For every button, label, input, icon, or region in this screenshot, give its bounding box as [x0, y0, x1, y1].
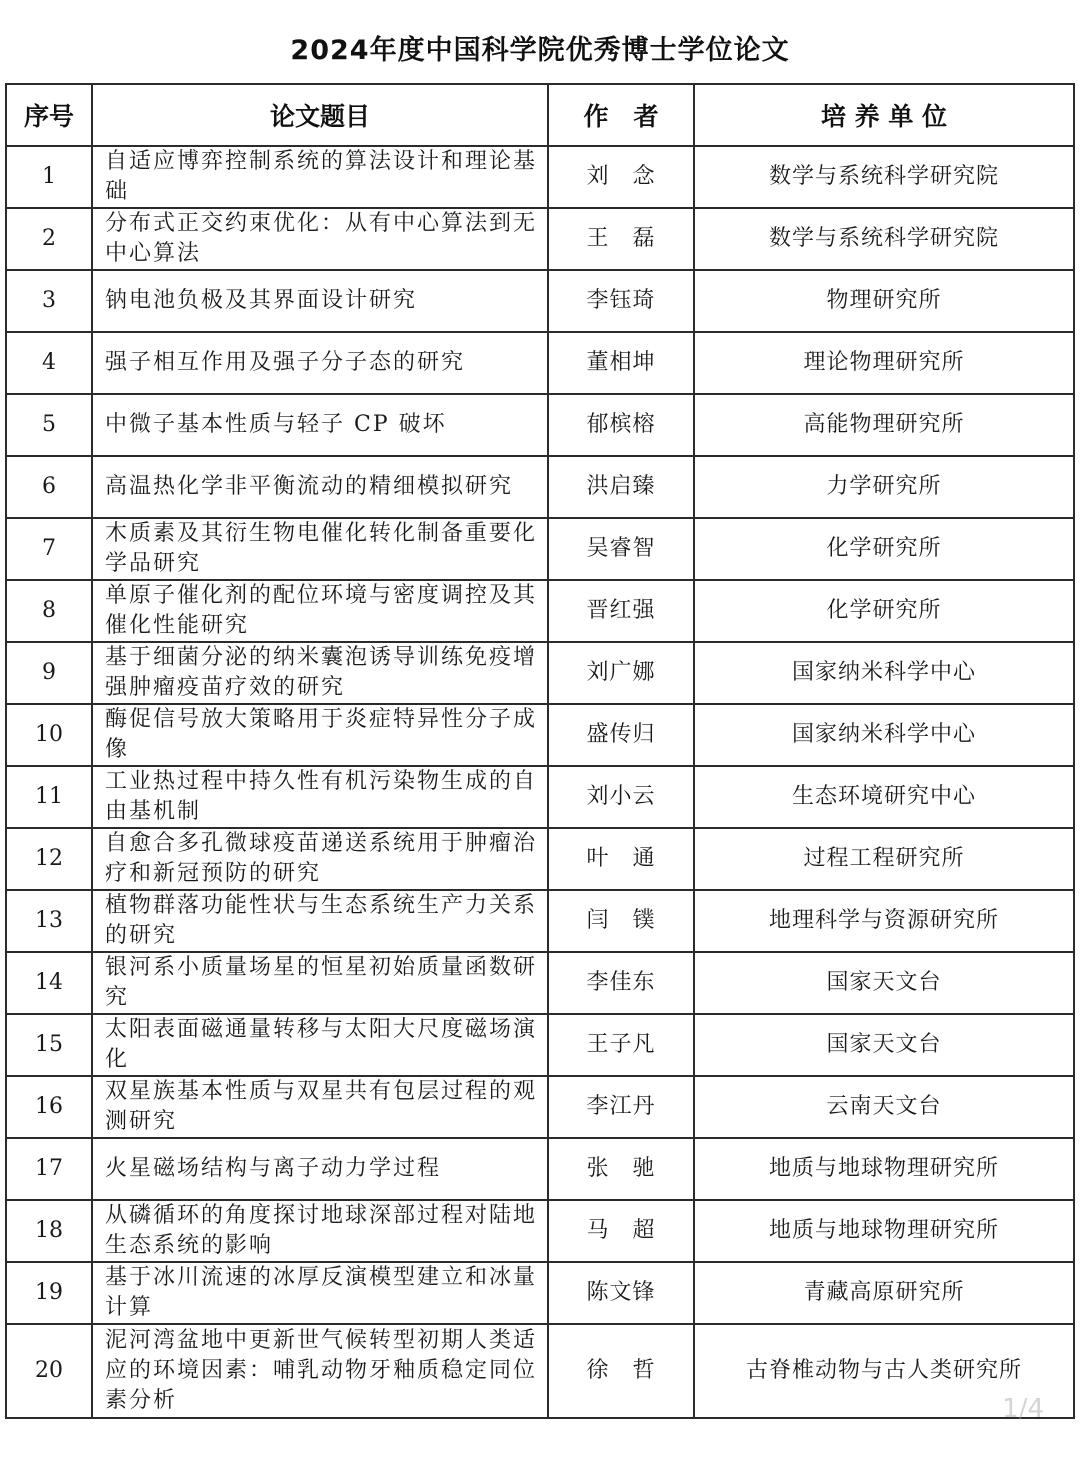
table-row: [6, 580, 1074, 642]
row-training-unit: 青藏高原研究所: [694, 1262, 1074, 1324]
row-training-unit: 地质与地球物理研究所: [694, 1200, 1074, 1262]
row-author: 叶 通: [548, 828, 694, 890]
table-row: [6, 518, 1074, 580]
row-training-unit: 理论物理研究所: [694, 332, 1074, 394]
row-author: 李江丹: [548, 1076, 694, 1138]
row-training-unit: 云南天文台: [694, 1076, 1074, 1138]
row-thesis-title: 中微子基本性质与轻子 CP 破坏: [92, 394, 548, 456]
table-header-row: [6, 84, 1074, 146]
row-training-unit: 生态环境研究中心: [694, 766, 1074, 828]
table-row: [6, 704, 1074, 766]
row-author: 董相坤: [548, 332, 694, 394]
row-training-unit: 数学与系统科学研究院: [694, 146, 1074, 208]
row-number: 10: [6, 704, 92, 766]
row-number: 15: [6, 1014, 92, 1076]
table-row: [6, 890, 1074, 952]
row-number: 14: [6, 952, 92, 1014]
row-thesis-title: 植物群落功能性状与生态系统生产力关系的研究: [92, 890, 548, 952]
header-author: 作 者: [548, 84, 694, 146]
table-body: [6, 146, 1074, 1418]
row-number: 6: [6, 456, 92, 518]
row-number: 9: [6, 642, 92, 704]
row-training-unit: 物理研究所: [694, 270, 1074, 332]
row-training-unit: 国家天文台: [694, 952, 1074, 1014]
table-row: [6, 270, 1074, 332]
row-training-unit: 古脊椎动物与古人类研究所: [694, 1324, 1074, 1418]
table-row: [6, 332, 1074, 394]
header-unit: 培 养 单 位: [694, 84, 1074, 146]
table-row: [6, 1014, 1074, 1076]
row-thesis-title: 从磷循环的角度探讨地球深部过程对陆地生态系统的影响: [92, 1200, 548, 1262]
row-training-unit: 过程工程研究所: [694, 828, 1074, 890]
row-thesis-title: 钠电池负极及其界面设计研究: [92, 270, 548, 332]
row-thesis-title: 自适应博弈控制系统的算法设计和理论基础: [92, 146, 548, 208]
row-number: 11: [6, 766, 92, 828]
table-row: [6, 1200, 1074, 1262]
row-training-unit: 地理科学与资源研究所: [694, 890, 1074, 952]
row-author: 盛传归: [548, 704, 694, 766]
row-author: 刘小云: [548, 766, 694, 828]
row-number: 17: [6, 1138, 92, 1200]
row-training-unit: 国家纳米科学中心: [694, 642, 1074, 704]
row-number: 8: [6, 580, 92, 642]
row-number: 13: [6, 890, 92, 952]
row-thesis-title: 基于细菌分泌的纳米囊泡诱导训练免疫增强肿瘤疫苗疗效的研究: [92, 642, 548, 704]
row-thesis-title: 木质素及其衍生物电催化转化制备重要化学品研究: [92, 518, 548, 580]
row-thesis-title: 单原子催化剂的配位环境与密度调控及其催化性能研究: [92, 580, 548, 642]
table-row: [6, 1324, 1074, 1418]
row-thesis-title: 银河系小质量场星的恒星初始质量函数研究: [92, 952, 548, 1014]
row-number: 20: [6, 1324, 92, 1418]
row-thesis-title: 强子相互作用及强子分子态的研究: [92, 332, 548, 394]
page-title: 2024年度中国科学院优秀博士学位论文: [290, 35, 790, 66]
table-row: [6, 766, 1074, 828]
row-author: 刘 念: [548, 146, 694, 208]
table-row: [6, 952, 1074, 1014]
table-row: [6, 456, 1074, 518]
header-title: 论文题目: [92, 84, 548, 146]
row-number: 16: [6, 1076, 92, 1138]
row-training-unit: 化学研究所: [694, 518, 1074, 580]
row-thesis-title: 高温热化学非平衡流动的精细模拟研究: [92, 456, 548, 518]
row-author: 晋红强: [548, 580, 694, 642]
row-training-unit: 高能物理研究所: [694, 394, 1074, 456]
row-thesis-title: 火星磁场结构与离子动力学过程: [92, 1138, 548, 1200]
row-author: 王子凡: [548, 1014, 694, 1076]
row-thesis-title: 工业热过程中持久性有机污染物生成的自由基机制: [92, 766, 548, 828]
page-indicator-watermark: 1/4: [1002, 1394, 1044, 1424]
row-training-unit: 国家纳米科学中心: [694, 704, 1074, 766]
row-number: 12: [6, 828, 92, 890]
row-number: 7: [6, 518, 92, 580]
row-number: 4: [6, 332, 92, 394]
row-author: 马 超: [548, 1200, 694, 1262]
row-thesis-title: 酶促信号放大策略用于炎症特异性分子成像: [92, 704, 548, 766]
table-row: [6, 146, 1074, 208]
row-number: 5: [6, 394, 92, 456]
table-row: [6, 642, 1074, 704]
row-training-unit: 国家天文台: [694, 1014, 1074, 1076]
row-number: 19: [6, 1262, 92, 1324]
row-author: 李佳东: [548, 952, 694, 1014]
row-author: 刘广娜: [548, 642, 694, 704]
row-thesis-title: 自愈合多孔微球疫苗递送系统用于肿瘤治疗和新冠预防的研究: [92, 828, 548, 890]
row-author: 徐 哲: [548, 1324, 694, 1418]
row-thesis-title: 分布式正交约束优化：从有中心算法到无中心算法: [92, 208, 548, 270]
table-row: [6, 394, 1074, 456]
header-no: 序号: [6, 84, 92, 146]
row-thesis-title: 双星族基本性质与双星共有包层过程的观测研究: [92, 1076, 548, 1138]
row-author: 王 磊: [548, 208, 694, 270]
row-thesis-title: 泥河湾盆地中更新世气候转型初期人类适应的环境因素：哺乳动物牙釉质稳定同位素分析: [92, 1324, 548, 1418]
table-row: [6, 208, 1074, 270]
row-author: 郁槟榕: [548, 394, 694, 456]
row-training-unit: 化学研究所: [694, 580, 1074, 642]
row-author: 洪启臻: [548, 456, 694, 518]
table-row: [6, 1076, 1074, 1138]
row-number: 3: [6, 270, 92, 332]
thesis-table: [5, 83, 1075, 1419]
row-thesis-title: 太阳表面磁通量转移与太阳大尺度磁场演化: [92, 1014, 548, 1076]
row-number: 2: [6, 208, 92, 270]
row-author: 李钰琦: [548, 270, 694, 332]
table-row: [6, 1262, 1074, 1324]
row-author: 闫 镤: [548, 890, 694, 952]
row-author: 张 驰: [548, 1138, 694, 1200]
row-training-unit: 力学研究所: [694, 456, 1074, 518]
table-row: [6, 1138, 1074, 1200]
row-number: 18: [6, 1200, 92, 1262]
table-row: [6, 828, 1074, 890]
row-training-unit: 数学与系统科学研究院: [694, 208, 1074, 270]
row-author: 陈文锋: [548, 1262, 694, 1324]
row-number: 1: [6, 146, 92, 208]
row-thesis-title: 基于冰川流速的冰厚反演模型建立和冰量计算: [92, 1262, 548, 1324]
row-training-unit: 地质与地球物理研究所: [694, 1138, 1074, 1200]
row-author: 吴睿智: [548, 518, 694, 580]
